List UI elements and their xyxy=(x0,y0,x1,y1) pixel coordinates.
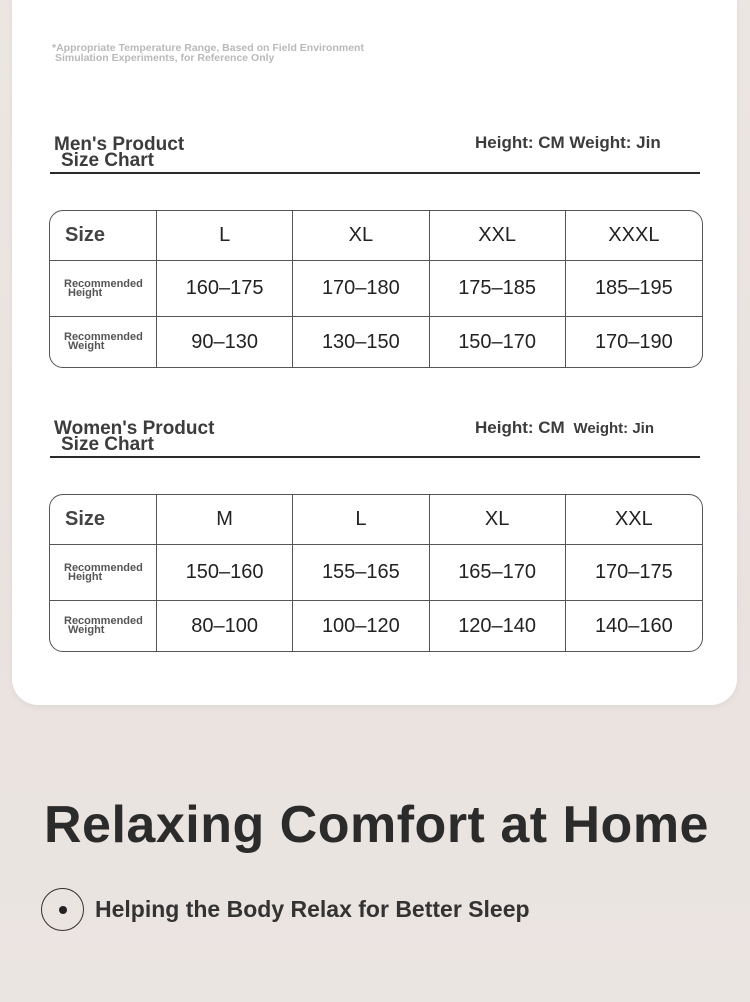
size-header-label: Size xyxy=(50,211,157,261)
mens-title-line-1: Men's Product xyxy=(54,134,185,155)
mens-units-label: Height: CM Weight: Jin xyxy=(475,133,661,152)
size-cell: XXL xyxy=(430,211,566,261)
bullet-dot-icon xyxy=(41,888,84,931)
size-cell: XXL xyxy=(566,495,702,545)
womens-weight-unit: Weight: Jin xyxy=(573,420,655,437)
weight-cell: 150–170 xyxy=(430,317,566,367)
table-row xyxy=(50,261,702,317)
table-row xyxy=(50,317,702,367)
size-cell: XL xyxy=(293,211,429,261)
height-cell: 170–180 xyxy=(293,261,429,317)
table-row xyxy=(50,601,702,651)
label-line-2: Height xyxy=(68,286,103,299)
mens-size-chart-title xyxy=(54,134,314,171)
subheadline: Helping the Body Relax for Better Sleep xyxy=(95,896,530,922)
womens-title-line-1: Women's Product xyxy=(54,418,215,439)
womens-title-rule xyxy=(50,456,700,458)
headline: Relaxing Comfort at Home xyxy=(44,796,709,854)
table-row xyxy=(50,545,702,601)
weight-cell: 80–100 xyxy=(157,601,293,651)
mens-title-line-2: Size Chart xyxy=(61,150,154,171)
label-line-1: Recommended xyxy=(64,561,143,574)
size-cell: M xyxy=(157,495,293,545)
height-cell: 175–185 xyxy=(430,261,566,317)
womens-size-chart-title xyxy=(54,418,314,455)
mens-title-rule xyxy=(50,172,700,174)
weight-cell: 90–130 xyxy=(157,317,293,367)
size-cell: XL xyxy=(430,495,566,545)
size-header-label: Size xyxy=(50,495,157,545)
height-cell: 170–175 xyxy=(566,545,702,601)
weight-cell: 130–150 xyxy=(293,317,429,367)
height-cell: 185–195 xyxy=(566,261,702,317)
temperature-footnote xyxy=(52,43,512,63)
womens-title-line-2: Size Chart xyxy=(61,434,154,455)
table-row xyxy=(50,211,702,261)
size-cell: XXXL xyxy=(566,211,702,261)
height-cell: 160–175 xyxy=(157,261,293,317)
weight-cell: 140–160 xyxy=(594,614,673,637)
label-line-2: Weight xyxy=(68,340,105,352)
recommended-weight-label xyxy=(50,317,157,367)
height-cell: 165–170 xyxy=(430,545,566,601)
recommended-height-label xyxy=(50,545,157,601)
mens-size-table xyxy=(49,210,703,368)
womens-units-label xyxy=(475,418,654,438)
label-line-1: Recommended xyxy=(64,615,143,627)
height-cell: 150–160 xyxy=(157,545,293,601)
table-row xyxy=(50,495,702,545)
label-line-2: Weight xyxy=(68,624,105,636)
womens-size-table xyxy=(49,494,703,652)
label-line-1: Recommended xyxy=(64,277,143,290)
label-line-2: Height xyxy=(68,570,103,583)
weight-cell: 120–140 xyxy=(430,601,566,651)
womens-height-unit: Height: CM xyxy=(475,418,565,437)
size-cell: L xyxy=(157,211,293,261)
recommended-height-label xyxy=(50,261,157,317)
label-line-1: Recommended xyxy=(64,331,143,343)
footnote-line-2: Simulation Experiments, for Reference Only xyxy=(55,52,275,64)
footnote-line-1: *Appropriate Temperature Range, Based on Field Environment xyxy=(52,42,364,54)
recommended-weight-label xyxy=(50,601,157,651)
weight-cell: 100–120 xyxy=(293,601,429,651)
weight-cell: 170–190 xyxy=(594,330,673,353)
height-cell: 155–165 xyxy=(293,545,429,601)
size-cell: L xyxy=(293,495,429,545)
